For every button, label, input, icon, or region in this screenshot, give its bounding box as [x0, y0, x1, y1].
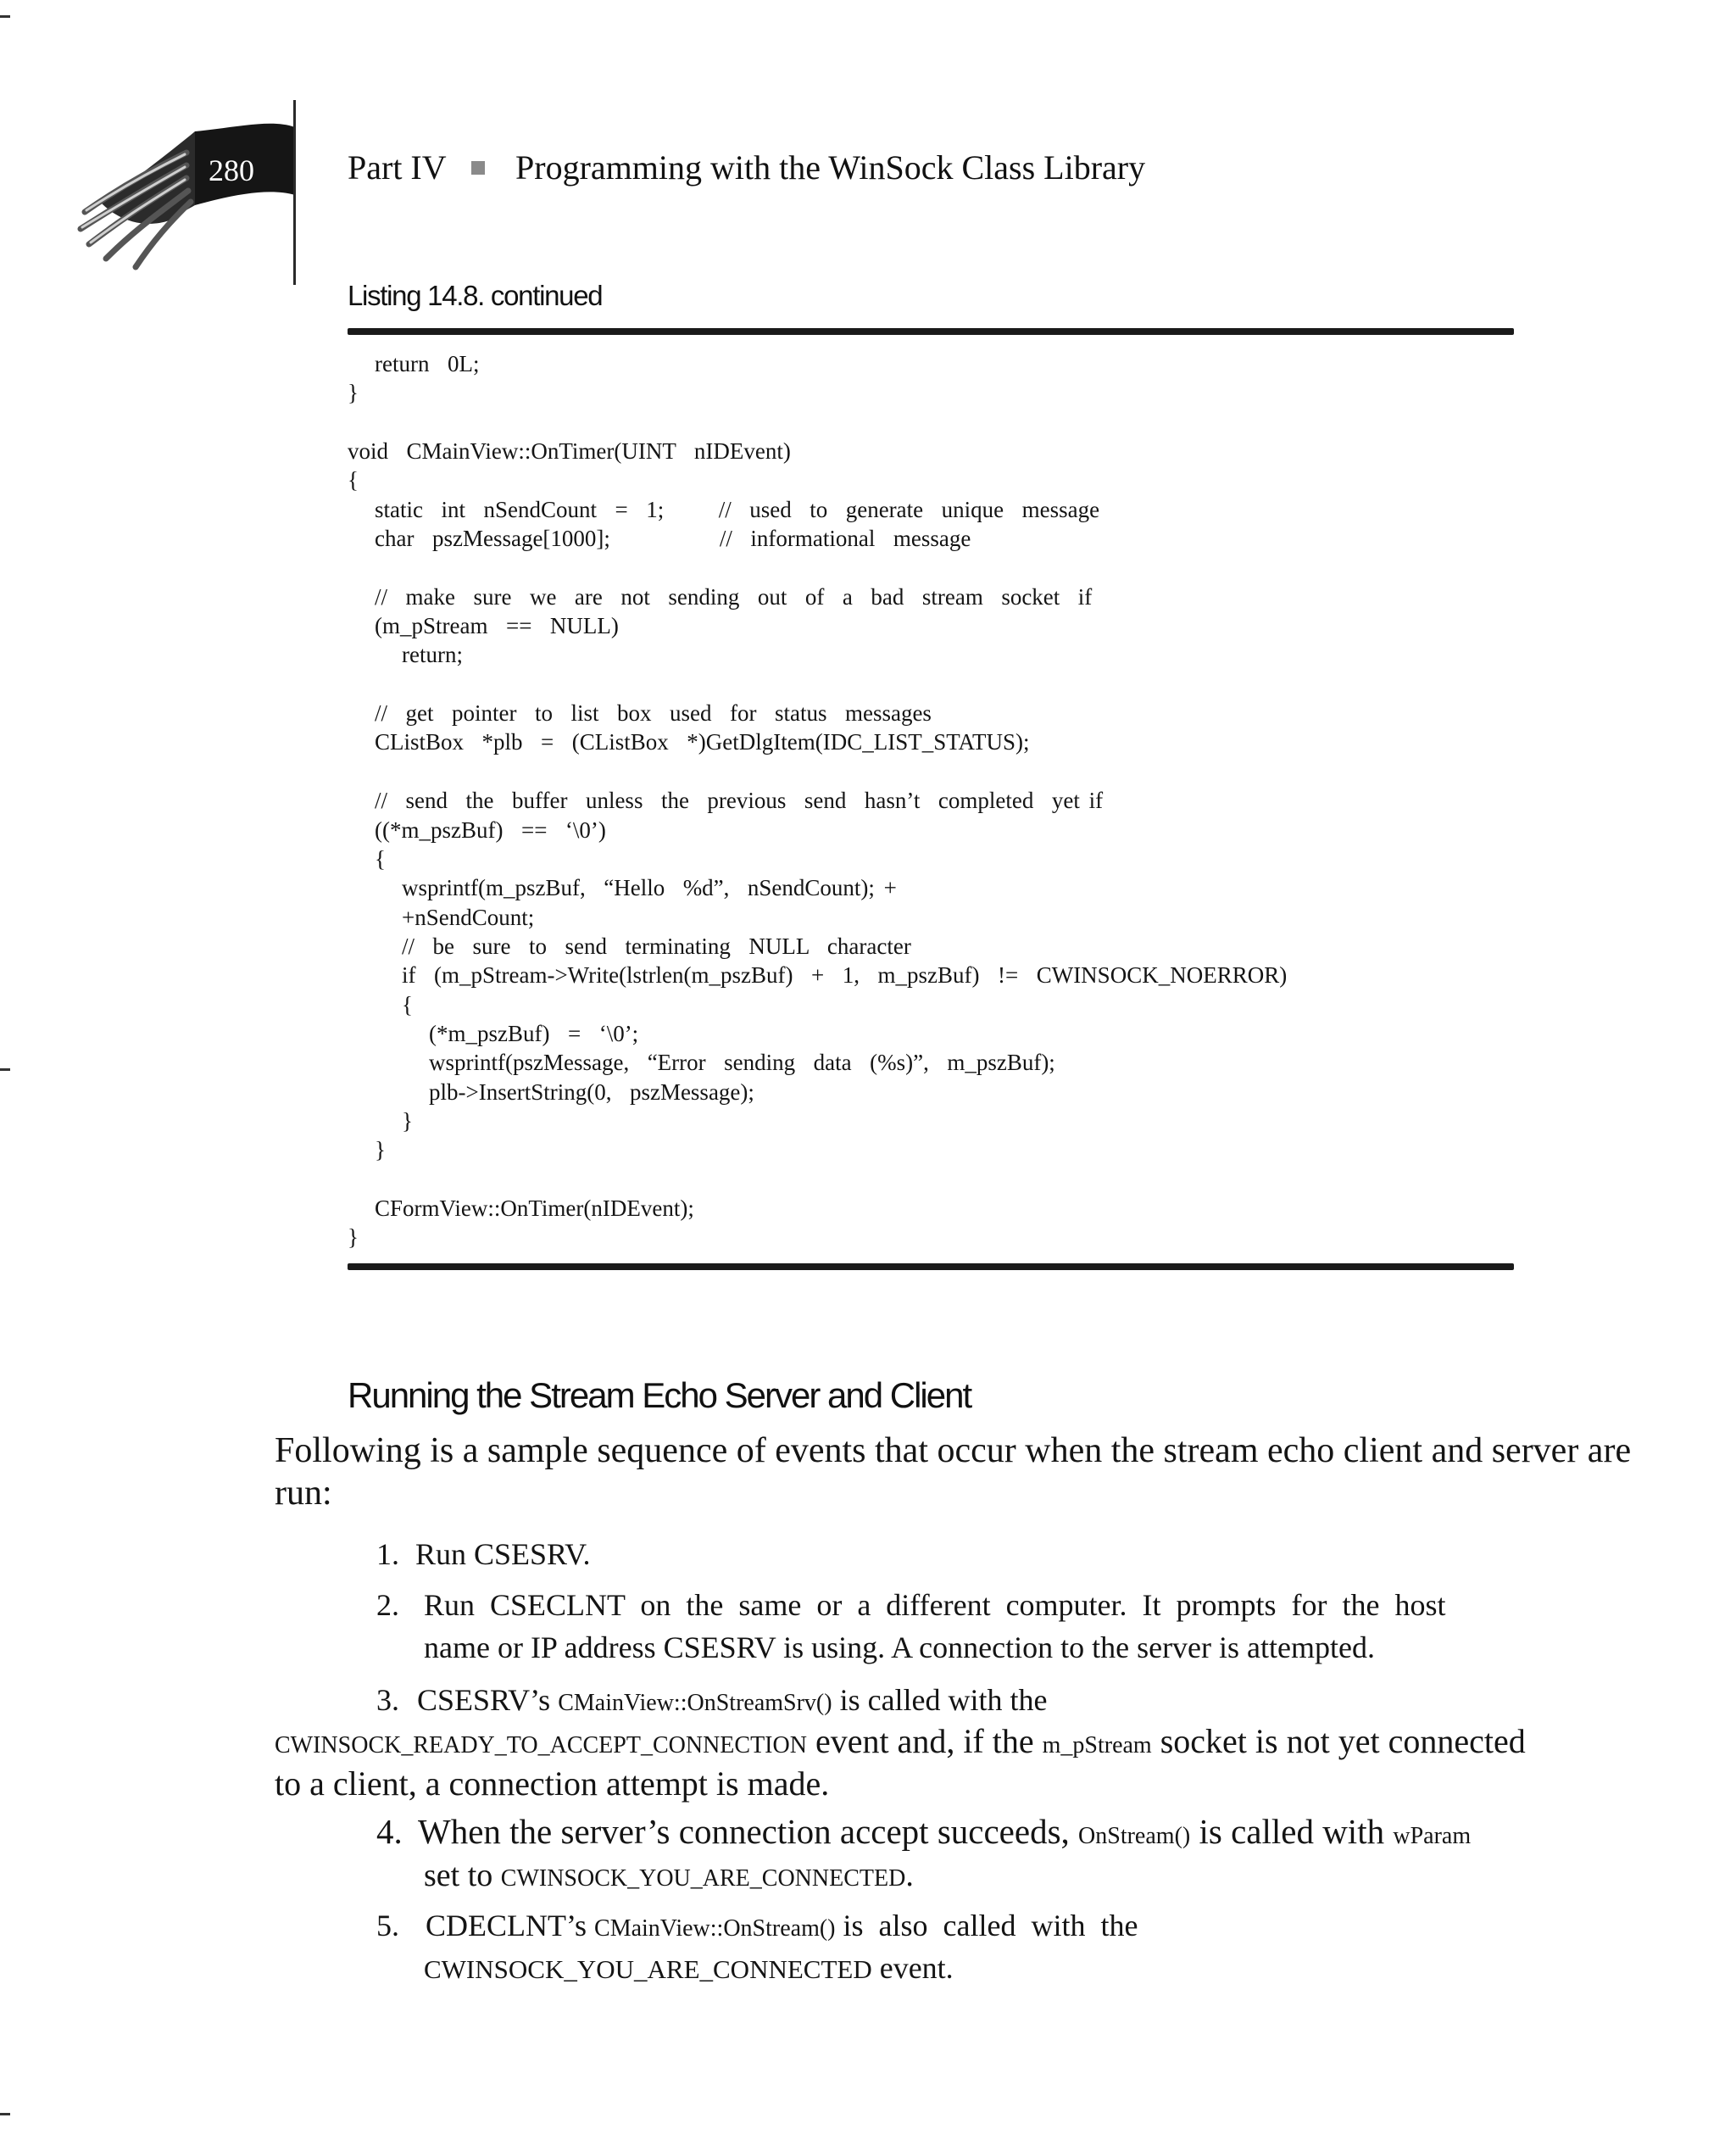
code-line: plb->InsertString(0, pszMessage); — [429, 1078, 754, 1105]
step-text-continued — [424, 1857, 914, 1894]
code-term: CWINSOCK_READY_TO_ACCEPT_CONNECTION — [275, 1732, 807, 1758]
step-text: event and, if the — [815, 1722, 1034, 1760]
list-item — [376, 1536, 591, 1572]
step-text-continued — [424, 1950, 954, 1986]
section-heading: Running the Stream Echo Server and Client — [348, 1375, 971, 1415]
code-line: return 0L; — [375, 351, 480, 376]
step-number: 2. — [376, 1588, 399, 1622]
part-title: Programming with the WinSock Class Library — [515, 148, 1146, 187]
code-line — [348, 553, 1287, 582]
code-term: CMainView::OnStreamSrv() — [558, 1690, 832, 1716]
code-line — [348, 670, 1287, 699]
code-term: CWINSOCK_YOU_ARE_CONNECTED — [500, 1865, 906, 1892]
list-item — [376, 1682, 1048, 1718]
step-text: socket is not yet connected — [1160, 1722, 1526, 1760]
code-line: CFormView::OnTimer(nIDEvent); — [375, 1195, 694, 1221]
code-line: ((*m_pszBuf) == ‘\0’) — [375, 816, 606, 843]
listing-caption: Listing 14.8. continued — [348, 280, 603, 311]
code-term: OnStream() — [1078, 1823, 1191, 1849]
code-line: { — [348, 467, 359, 493]
code-term: CMainView::OnStream() — [594, 1915, 836, 1942]
code-line: } — [402, 1107, 413, 1134]
code-line: wsprintf(m_pszBuf, “Hello %d”, nSendCount); + — [402, 875, 897, 901]
code-line: wsprintf(pszMessage, “Error sending data (%s)”, m_pszBuf); — [429, 1050, 1055, 1076]
list-item — [376, 1811, 1471, 1852]
code-line: (*m_pszBuf) = ‘\0’; — [429, 1020, 639, 1046]
list-item — [376, 1587, 1446, 1623]
code-line — [348, 757, 1287, 786]
code-line: return; — [402, 642, 463, 668]
step-text: . — [905, 1858, 914, 1893]
margin-tick — [0, 2113, 10, 2115]
step-text: CDECLNT’s — [426, 1909, 587, 1942]
code-term: wParam — [1393, 1823, 1472, 1849]
step-text: event. — [879, 1951, 954, 1985]
code-line: (m_pStream == NULL) — [375, 613, 619, 639]
code-line: void CMainView::OnTimer(UINT nIDEvent) — [348, 438, 791, 465]
code-term: CWINSOCK_YOU_ARE_CONNECTED — [424, 1954, 872, 1984]
code-listing — [348, 349, 1287, 1252]
intro-paragraph: Following is a sample sequence of events that occur when the stream echo client and server are run: — [275, 1431, 1632, 1513]
step-text: is called with — [1199, 1812, 1385, 1851]
part-label: Part IV — [348, 148, 447, 187]
code-line: } — [375, 1137, 386, 1163]
step-number: 5. — [376, 1909, 399, 1942]
step-text-continued — [275, 1721, 1526, 1761]
header-bullet-square — [471, 161, 485, 175]
flag-hand-illustration — [68, 93, 305, 301]
step-number: 4. — [376, 1812, 403, 1851]
code-line — [348, 408, 1287, 437]
code-line: if (m_pStream->Write(lstrlen(m_pszBuf) + 1, m_pszBuf) != CWINSOCK_NOERROR) — [402, 962, 1288, 989]
step-text: is called with the — [839, 1683, 1048, 1717]
code-line: } — [348, 380, 359, 406]
step-text: is also called with the — [843, 1909, 1138, 1942]
code-term: m_pStream — [1042, 1732, 1152, 1758]
step-text-continued: name or IP address CSESRV is using. A connection to the server is attempted. — [424, 1630, 1375, 1664]
step-text: When the server’s connection accept succeeds, — [418, 1812, 1070, 1851]
code-line: CListBox *plb = (CListBox *)GetDlgItem(IDC_LIST_STATUS); — [375, 729, 1030, 755]
code-line: // make sure we are not sending out of a bad stream socket if — [375, 583, 1093, 610]
step-number: 1. — [376, 1537, 399, 1571]
code-line: char pszMessage[1000]; // informational message — [375, 526, 971, 552]
code-line: // get pointer to list box used for status messages — [375, 700, 932, 727]
listing-rule-bottom — [348, 1263, 1514, 1270]
step-text: Run CSECLNT on the same or a different computer. It prompts for the host — [424, 1588, 1446, 1622]
header-vertical-rule — [293, 100, 296, 285]
margin-tick — [0, 1068, 10, 1071]
step-text-continued: to a client, a connection attempt is made. — [275, 1764, 830, 1803]
code-line: // be sure to send terminating NULL character — [402, 933, 911, 959]
step-text: set to — [424, 1858, 493, 1893]
step-text: CSESRV’s — [417, 1683, 551, 1717]
code-line — [348, 1165, 1287, 1194]
code-line: // send the buffer unless the previous send hasn’t completed yet if — [375, 788, 1104, 814]
code-line: { — [375, 845, 386, 872]
margin-tick — [0, 15, 10, 18]
code-line: +nSendCount; — [402, 904, 535, 930]
code-line: { — [402, 991, 413, 1017]
listing-rule-top — [348, 328, 1514, 335]
code-line: } — [348, 1224, 359, 1251]
list-item — [376, 1908, 1138, 1943]
step-text: Run CSESRV. — [415, 1537, 591, 1571]
code-line: static int nSendCount = 1; // used to generate unique message — [375, 496, 1100, 522]
step-number: 3. — [376, 1683, 399, 1717]
page-number: 280 — [209, 153, 254, 187]
